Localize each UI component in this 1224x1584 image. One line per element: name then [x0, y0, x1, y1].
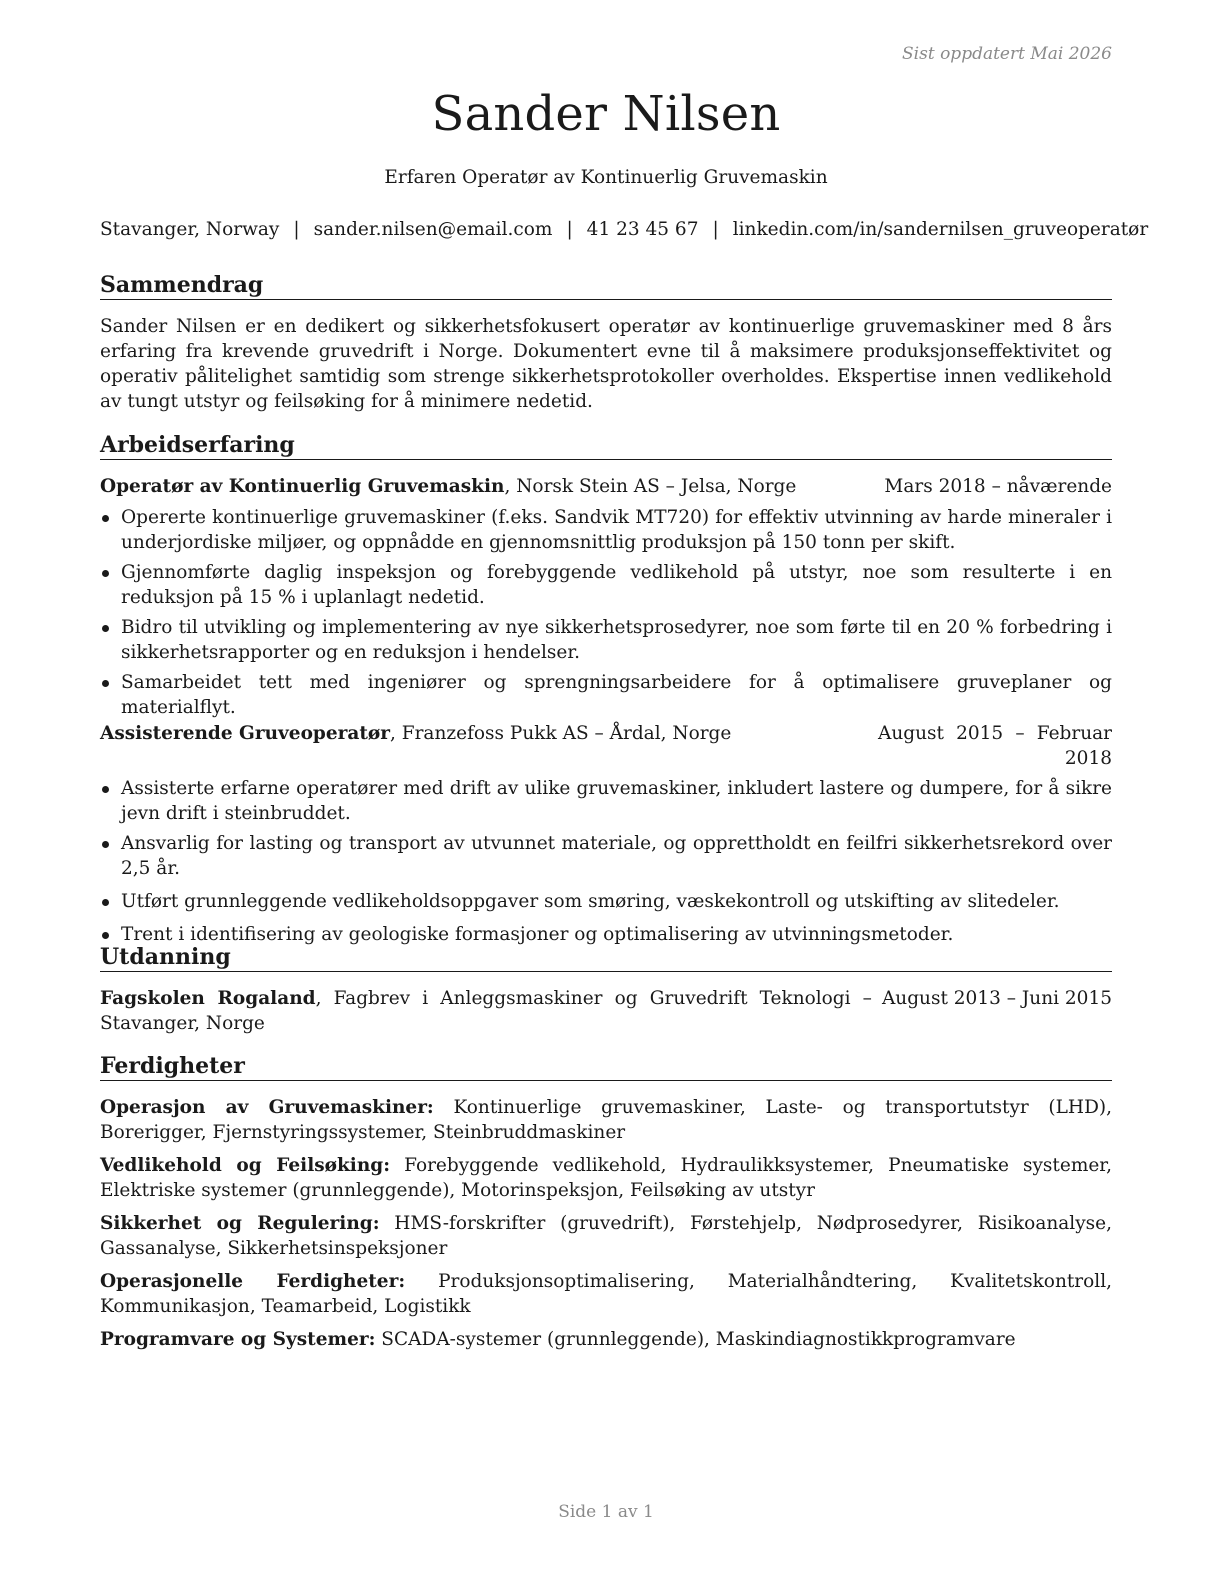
- contact-line: [100, 219, 1149, 240]
- section-title-education: Utdanning: [100, 943, 1112, 972]
- job-company: , Franzefoss Pukk AS – Årdal, Norge: [389, 723, 732, 744]
- contact-email[interactable]: sander.nilsen@email.com: [313, 219, 553, 240]
- skill-label: Sikkerhet og Regulering:: [100, 1213, 380, 1234]
- list-item: Bidro til utvikling og implementering av nye sikkerhetsprosedyrer, noe som førte til en 20 % forbedring i sikkerhetsrapporter og en reduksjon i hendelser.: [100, 615, 1112, 665]
- candidate-name: Sander Nilsen: [431, 86, 781, 142]
- contact-location: Stavanger, Norway: [100, 219, 280, 240]
- job-entry: [100, 474, 1112, 725]
- list-item: Opererte kontinuerlige gruvemaskiner (f.eks. Sandvik MT720) for effektiv utvinning av harde mineraler i underjordiske miljøer, og oppnådde en gjennomsnittlig produksjon på 150 tonn per skift.: [100, 505, 1112, 555]
- page-number: Side 1 av 1: [558, 1502, 654, 1522]
- contact-separator: |: [566, 219, 573, 240]
- education-degree: , Fagbrev i Anleggsmaskiner og Gruvedrift Teknologi – Stavanger, Norge: [100, 988, 872, 1034]
- list-item: Samarbeidet tett med ingeniører og sprengningsarbeidere for å optimalisere gruveplaner og materialflyt.: [100, 670, 1112, 720]
- list-item: Utført grunnleggende vedlikeholdsoppgaver som smøring, væskekontroll og utskifting av slitedeler.: [100, 889, 1112, 914]
- job-role: Operatør av Kontinuerlig Gruvemaskin: [100, 476, 505, 497]
- education-header: [100, 986, 1112, 1036]
- skill-group: [100, 1269, 1112, 1319]
- contact-linkedin[interactable]: linkedin.com/in/sandernilsen_gruveoperatør: [732, 219, 1149, 240]
- job-dates: Mars 2018 – nåværende: [884, 476, 1112, 497]
- job-company: , Norsk Stein AS – Jelsa, Norge: [504, 476, 797, 497]
- skill-items: SCADA-systemer (grunnleggende), Maskindiagnostikkprogramvare: [375, 1329, 1016, 1350]
- last-updated: Sist oppdatert Mai 2026: [902, 44, 1112, 64]
- skill-items: Forebyggende vedlikehold, Hydraulikksystemer, Pneumatiske systemer, Elektriske systemer (grunnleggende), Motorinspeksjon, Feilsøking av utstyr: [100, 1155, 1112, 1201]
- skill-items: Produksjonsoptimalisering, Materialhåndtering, Kvalitetskontroll, Kommunikasjon, Teamarbeid, Logistikk: [100, 1271, 1112, 1317]
- job-dates: August 2015 – Februar 2018: [878, 723, 1112, 769]
- education-line: [100, 986, 882, 1036]
- education-entry: [100, 986, 1112, 1036]
- list-item: Gjennomførte daglig inspeksjon og forebyggende vedlikehold på utstyr, noe som resulterte i en reduksjon på 15 % i uplanlagt nedetid.: [100, 560, 1112, 610]
- job-role: Assisterende Gruveoperatør: [100, 723, 390, 744]
- job-header: [100, 474, 1112, 499]
- contact-phone: 41 23 45 67: [586, 219, 699, 240]
- skill-label: Programvare og Systemer:: [100, 1329, 376, 1350]
- education-school: Fagskolen Rogaland: [100, 988, 316, 1009]
- skill-group: [100, 1211, 1112, 1261]
- contact-separator: |: [293, 219, 300, 240]
- education-dates: August 2013 – Juni 2015: [881, 988, 1112, 1009]
- skill-label: Operasjonelle Ferdigheter:: [100, 1271, 406, 1292]
- summary-text: Sander Nilsen er en dedikert og sikkerhetsfokusert operatør av kontinuerlige gruvemaskiner med 8 års erfaring fra krevende gruvedrift i Norge. Dokumentert evne til å maksimere produksjonseffektivitet og operativ pålitelighet samtidig som strenge sikkerhetsprotokoller overholdes. Ekspertise innen vedlikehold av tungt utstyr og feilsøking for å minimere nedetid.: [100, 316, 1112, 412]
- candidate-title: Erfaren Operatør av Kontinuerlig Gruvemaskin: [384, 167, 828, 188]
- skill-group: [100, 1095, 1112, 1145]
- list-item: Ansvarlig for lasting og transport av utvunnet materiale, og opprettholdt en feilfri sikkerhetsrekord over 2,5 år.: [100, 831, 1112, 881]
- skill-label: Operasjon av Gruvemaskiner:: [100, 1097, 434, 1118]
- skill-items: HMS-forskrifter (gruvedrift), Førstehjelp, Nødprosedyrer, Risikoanalyse, Gassanalyse, Sikkerhetsinspeksjoner: [100, 1213, 1112, 1259]
- skill-group: [100, 1327, 1112, 1352]
- skills-list: [100, 1095, 1112, 1360]
- list-item: Assisterte erfarne operatører med drift av ulike gruvemaskiner, inkludert lastere og dumpere, for å sikre jevn drift i steinbruddet.: [100, 776, 1112, 826]
- job-entry: [100, 721, 1112, 952]
- resume-page: [100, 0, 1149, 1584]
- skill-items: Kontinuerlige gruvemaskiner, Laste- og transportutstyr (LHD), Borerigger, Fjernstyringssystemer, Steinbruddmaskiner: [100, 1097, 1112, 1143]
- contact-separator: |: [712, 219, 719, 240]
- skill-label: Vedlikehold og Feilsøking:: [100, 1155, 391, 1176]
- job-role-line: [100, 721, 878, 746]
- section-title-skills: Ferdigheter: [100, 1052, 1112, 1081]
- skill-group: [100, 1153, 1112, 1203]
- list-item: Trent i identifisering av geologiske formasjoner og optimalisering av utvinningsmetoder.: [100, 922, 1112, 947]
- section-title-summary: Sammendrag: [100, 271, 1112, 300]
- job-bullets: [100, 776, 1112, 947]
- section-title-experience: Arbeidserfaring: [100, 431, 1112, 460]
- job-header: [100, 721, 1112, 771]
- job-bullets: [100, 505, 1112, 720]
- job-role-line: [100, 474, 884, 499]
